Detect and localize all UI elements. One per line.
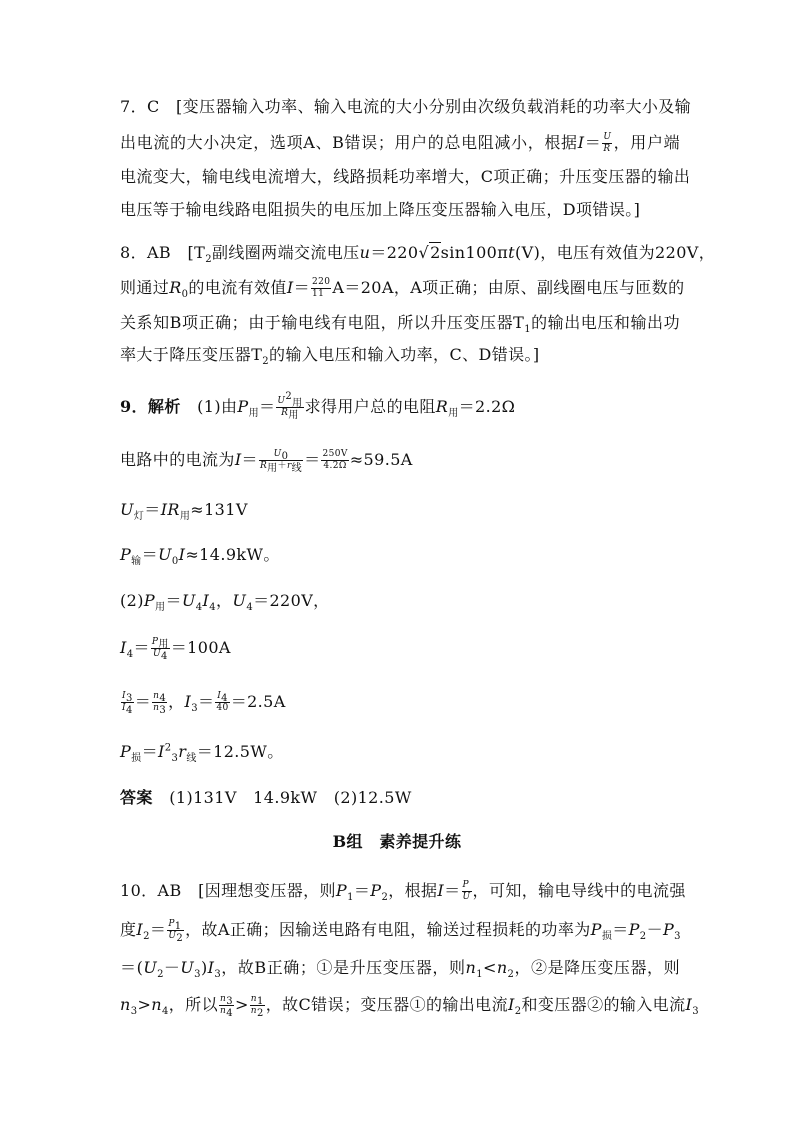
p8-line-2: 则通过$R_0$的电流有效值I＝ $\frac{220}{11}$ A＝20A，A项正确；由原、副线圈电压与匝数的 bbox=[120, 277, 685, 301]
p7-line-3: 电流变大，输电线电流增大，线路损耗功率增大，C项正确；升压变压器的输出 bbox=[120, 167, 691, 186]
fraction-u-over-r: $\frac{U}{R}$ bbox=[603, 132, 612, 154]
p9-line-1: 9．解析 (1)由$P_用=$ $\frac{U^2_用}{R_用}$ 求得用户总的电阻$R_用=2.2\Omega$ bbox=[120, 391, 516, 421]
p7-line-2: 出电流的大小决定，选项A、B错误；用户的总电阻减小，根据I＝ $\frac{U}{R}$ ，用户端 bbox=[120, 132, 681, 154]
fraction-n3-over-n4: $\frac{n_3}{n_4}$ bbox=[219, 994, 233, 1019]
p9-line-6: $I_4=$ $\frac{P_用}{U_4}$ ＝100A bbox=[120, 637, 231, 662]
fraction-220-over-11: $\frac{220}{11}$ bbox=[311, 277, 331, 299]
fraction-250v-over-4-2-ohm: $\frac{250V}{4.2\Omega}$ bbox=[322, 449, 348, 471]
p10-line-1: 10．AB [因理想变压器，则$P_1=P_2$，根据I＝ $\frac{P}{U}$ ，可知，输电导线中的电流强 bbox=[120, 880, 686, 904]
fraction-u-squared-over-r: $\frac{U^2_用}{R_用}$ bbox=[277, 391, 303, 421]
p8-line-3: 关系知B项正确；由于输电线有电阻，所以升压变压器$T_1$的输出电压和输出功 bbox=[120, 313, 680, 336]
fraction-i4-over-40: $\frac{I_4}{40}$ bbox=[216, 691, 229, 713]
fraction-p-over-u: $\frac{P}{U}$ bbox=[462, 880, 471, 902]
p9-label: 9．解析 bbox=[120, 397, 181, 416]
p9-line-5: $(2)P_用=U_4I_4$，$U_4=220V$， bbox=[120, 591, 330, 614]
p9-line-8: $P_损=I^2_3r_线=12.5W$。 bbox=[120, 742, 284, 765]
p9-line-4: $P_输=U_0I\approx 14.9kW$。 bbox=[120, 545, 280, 568]
answer-line bbox=[120, 786, 680, 810]
p7-line-4: 电压等于输电线路电阻损失的电压加上降压变压器输入电压，D项错误。] bbox=[120, 200, 641, 219]
p10-line-2: 度$I_2=$ $\frac{P_1}{U_2}$ ，故A正确；因输送电路有电阻，输送过程损耗的功率为$P_损=P_2-P_3$ bbox=[120, 919, 681, 944]
fraction-p1-over-u2: $\frac{P_1}{U_2}$ bbox=[168, 919, 184, 944]
fraction-p-over-u4: $\frac{P_用}{U_4}$ bbox=[151, 637, 169, 662]
p8-line-4: 率大于降压变压器$T_2$的输入电压和输入功率，C、D错误。] bbox=[120, 345, 540, 368]
fraction-i3-over-i4: $\frac{I_3}{I_4}$ bbox=[122, 691, 133, 716]
answer-text: (1)131V 14.9kW (2)12.5W bbox=[169, 788, 412, 807]
p9-line-3: $U_灯=IR_用\approx 131V$ bbox=[120, 500, 248, 523]
p8-line-1: 8．AB [$T_2$副线圈两端交流电压u＝220√2sin100πt(V)，电压有效值为220V， bbox=[120, 243, 716, 266]
section-title: B组 素养提升练 bbox=[332, 832, 462, 851]
p9-line-2: 电路中的电流为I＝ $\frac{U_0}{R_用+r_线}$ ＝ $\frac{250V}{4.2\Omega}$ ≈59.5A bbox=[120, 449, 413, 474]
p9-line-7: $\frac{I_3}{I_4}$ ＝ $\frac{n_4}{n_3}$ ，$I_3=$ $\frac{I_4}{40}$ ＝2.5A bbox=[122, 691, 286, 716]
p10-line-3: $=(U_2-U_3)I_3$，故B正确；①是升压变压器，则$n_1<n_2$，②是降压变压器，则 bbox=[120, 958, 680, 981]
fraction-n4-over-n3: $\frac{n_4}{n_3}$ bbox=[153, 691, 167, 716]
fraction-n1-over-n2: $\frac{n_1}{n_2}$ bbox=[250, 994, 264, 1019]
p10-line-4: $n_3>n_4$，所以 $\frac{n_3}{n_4}$ > $\frac{n_1}{n_2}$ ，故C错误；变压器①的输出电流$I_2$和变压器②的输入电流$I_3$ bbox=[120, 994, 699, 1019]
fraction-u0-over-r-sum: $\frac{U_0}{R_用+r_线}$ bbox=[259, 449, 303, 474]
answer-label: 答案 bbox=[120, 788, 153, 807]
p7-line-1: 7．C [变压器输入功率、输入电流的大小分别由次级负载消耗的功率大小及输 bbox=[120, 97, 692, 116]
